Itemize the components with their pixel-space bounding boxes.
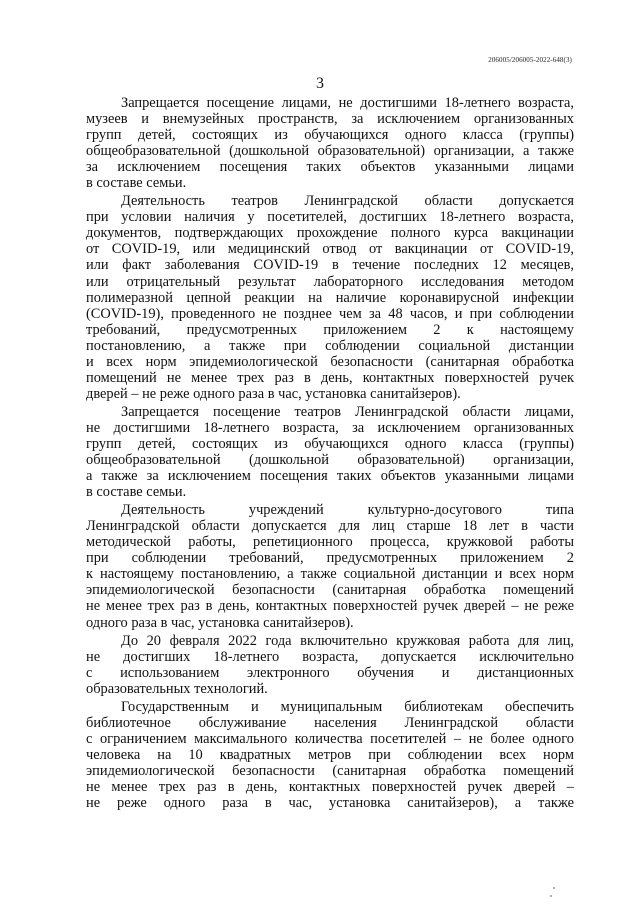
text-line: образовательных технологий.: [86, 680, 268, 697]
text-line: общеобразовательной (дошкольной образовательной) организации,: [86, 452, 574, 469]
text-line: в составе семьи.: [86, 484, 187, 501]
text-line: не менее трех раз в день, контактных поверхностей ручек дверей –: [86, 778, 574, 795]
text-line: требований, предусмотренных приложением 2 к настоящему: [86, 321, 574, 338]
text-line: при соблюдении требований, предусмотренных приложением 2: [86, 550, 574, 567]
text-line: документов, подтверждающих прохождение полного курса вакцинации: [86, 225, 574, 242]
text-line: не реже одного раза в час, установка санитайзеров), а также: [86, 795, 574, 812]
text-line: Ленинградской области допускается для лиц старше 18 лет в части: [86, 518, 574, 535]
paragraph-libraries: [86, 699, 574, 811]
text-line: общеобразовательной (дошкольной образовательной) организации, а также: [86, 143, 574, 160]
scan-speck: [550, 895, 552, 897]
text-line: (COVID-19), проведенного не позднее чем за 48 часов, и при соблюдении: [86, 305, 574, 322]
document-reference: 206005/206005-2022-648(3): [488, 56, 572, 64]
text-line: полимеразной цепной реакции на наличие коронавирусной инфекции: [86, 289, 574, 306]
text-line: До 20 февраля 2022 года включительно кружковая работа для лиц,: [121, 632, 574, 649]
text-line: эпидемиологической безопасности (санитарная обработка помещений: [86, 582, 574, 599]
text-line: не достигшими 18-летнего возраста, за исключением организованных: [86, 419, 574, 436]
paragraph-theatres: [86, 193, 574, 402]
scan-speck: [553, 887, 555, 889]
text-line: и всех норм эпидемиологической безопасности (санитарная обработка: [86, 353, 574, 370]
text-line: помещений не менее трех раз в день, контактных поверхностей ручек: [86, 369, 574, 386]
text-line: человека на 10 квадратных метров при соблюдении всех норм: [86, 746, 574, 763]
text-line: при условии наличия у посетителей, достигших 18-летнего возраста,: [86, 209, 574, 226]
text-line: групп детей, состоящих из обучающихся одного класса (группы): [86, 127, 574, 144]
text-line: или отрицательный результат лабораторного исследования методом: [86, 273, 574, 290]
text-line: музеев и внемузейных пространств, за исключением организованных: [86, 111, 574, 128]
text-line: Деятельность учреждений культурно-досугового типа: [121, 502, 574, 519]
text-line: с ограничением максимального количества посетителей – не более одного: [86, 730, 574, 747]
text-line: Государственным и муниципальным библиотекам обеспечить: [121, 698, 574, 715]
text-line: постановлению, а также при соблюдении социальной дистанции: [86, 337, 574, 354]
paragraph-club-work: [86, 633, 574, 697]
page-number: 3: [316, 75, 324, 92]
text-line: Запрещается посещение лицами, не достигшими 18-летнего возраста,: [121, 95, 574, 111]
paragraph-museums: [86, 95, 574, 191]
text-line: не менее трех раз в день, контактных поверхностей ручек дверей – не реже: [86, 598, 574, 615]
text-line: дверей – не реже одного раза в час, установка санитайзеров).: [86, 385, 461, 402]
paragraph-theatre-minors: [86, 404, 574, 500]
text-line: с использованием электронного обучения и дистанционных: [86, 664, 574, 681]
text-line: эпидемиологической безопасности (санитарная обработка помещений: [86, 762, 574, 779]
text-line: или факт заболевания COVID-19 в течение последних 12 месяцев,: [86, 257, 574, 274]
text-line: Запрещается посещение театров Ленинградской области лицами,: [121, 403, 574, 420]
text-line: а также за исключением посещения таких объектов указанными лицами: [86, 468, 574, 485]
text-line: одного раза в час, установка санитайзеров).: [86, 614, 354, 631]
text-line: к настоящему постановлению, а также социальной дистанции и всех норм: [86, 566, 574, 583]
document-body: [86, 95, 574, 813]
text-line: в составе семьи.: [86, 175, 187, 192]
text-line: Деятельность театров Ленинградской области допускается: [121, 193, 574, 210]
text-line: библиотечное обслуживание населения Ленинградской области: [86, 714, 574, 731]
text-line: методической работы, репетиционного процесса, кружковой работы: [86, 534, 574, 551]
text-line: за исключением посещения таких объектов указанными лицами: [86, 159, 574, 176]
text-line: не достигших 18-летнего возраста, допускается исключительно: [86, 648, 574, 665]
text-line: групп детей, состоящих из обучающихся одного класса (группы): [86, 435, 574, 452]
paragraph-cultural-institutions: [86, 502, 574, 630]
text-line: от COVID-19, или медицинский отвод от вакцинации от COVID-19,: [86, 241, 574, 258]
